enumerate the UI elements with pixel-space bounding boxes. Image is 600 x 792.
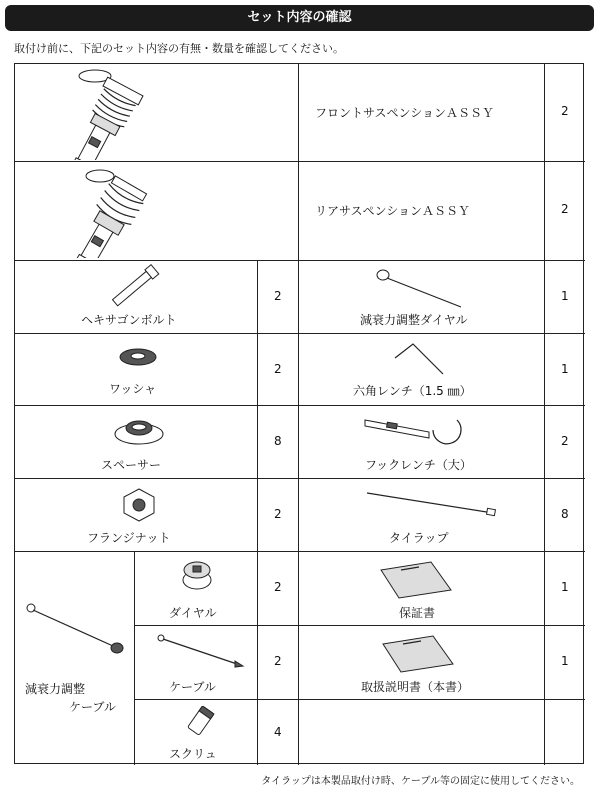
manual-cell (299, 626, 545, 700)
flange-nut-icon (114, 483, 164, 525)
damping-dial-cell (299, 261, 545, 334)
tie-wrap-cell (299, 479, 545, 552)
flange-nut-label: フランジナット (87, 531, 171, 545)
hex-bolt-qty-cell (258, 261, 299, 334)
empty-qty-cell (545, 700, 585, 765)
hex-wrench-qty: 1 (561, 362, 569, 376)
rear-suspension-label-cell (299, 162, 545, 261)
rear-suspension-qty-cell (545, 162, 585, 261)
front-suspension-qty: 2 (561, 104, 569, 118)
hex-wrench-icon (379, 336, 459, 380)
hex-bolt-label: ヘキサゴンボルト (81, 313, 177, 327)
instruction-text: 取付け前に、下記のセット内容の有無・数量を確認してください。 (14, 42, 344, 55)
spacer-qty: 8 (274, 434, 282, 448)
spacer-label: スペーサー (101, 458, 162, 472)
front-suspension-qty-cell (545, 64, 585, 162)
cable-cell (135, 626, 258, 700)
page-title: セット内容の確認 (5, 5, 594, 31)
hex-wrench-qty-cell (545, 334, 585, 406)
washer-qty: 2 (274, 362, 282, 376)
manual-label: 取扱説明書（本書） (361, 680, 470, 694)
warranty-qty-cell (545, 552, 585, 626)
empty-cell (299, 700, 545, 765)
warranty-doc-icon (377, 556, 457, 600)
rear-suspension-qty: 2 (561, 202, 569, 216)
damping-dial-qty-cell (545, 261, 585, 334)
warranty-label: 保証書 (399, 606, 436, 620)
washer-icon (108, 340, 168, 374)
hook-wrench-label: フックレンチ（大） (365, 458, 472, 472)
washer-qty-cell (258, 334, 299, 406)
front-suspension-illustration (55, 66, 255, 160)
hex-bolt-qty: 2 (274, 289, 282, 303)
tie-wrap-label: タイラップ (389, 531, 449, 545)
screw-qty: 4 (274, 725, 282, 739)
hook-wrench-cell (299, 406, 545, 479)
damping-cable-label-line2: ケーブル (69, 700, 116, 714)
damping-dial-label: 減衰力調整ダイヤル (360, 313, 468, 327)
front-suspension-image-cell (15, 64, 299, 162)
washer-label: ワッシャ (109, 382, 157, 396)
screw-cell (135, 700, 258, 765)
hook-wrench-icon (359, 408, 479, 454)
hex-wrench-cell (299, 334, 545, 406)
dial-icon (175, 556, 219, 594)
screw-label: スクリュ (169, 747, 217, 761)
hex-bolt-cell (15, 261, 258, 334)
damping-cable-label-line1: 減衰力調整 (25, 682, 86, 696)
cable-qty-cell (258, 626, 299, 700)
dial-cell (135, 552, 258, 626)
rear-suspension-illustration (60, 164, 260, 258)
dial-qty-cell (258, 552, 299, 626)
damping-dial-icon (365, 263, 475, 311)
flange-nut-cell (15, 479, 258, 552)
hook-wrench-qty-cell (545, 406, 585, 479)
manual-qty-cell (545, 626, 585, 700)
spacer-qty-cell (258, 406, 299, 479)
damping-cable-icon (21, 596, 131, 656)
dial-label: ダイヤル (169, 606, 217, 620)
tie-wrap-icon (363, 483, 503, 523)
dial-qty: 2 (274, 580, 282, 594)
damping-dial-qty: 1 (561, 289, 569, 303)
contents-table (14, 63, 584, 764)
damping-cable-group-cell (15, 552, 135, 765)
warranty-cell (299, 552, 545, 626)
manual-qty: 1 (561, 654, 569, 668)
spacer-icon (107, 410, 171, 450)
hex-bolt-icon (95, 264, 175, 308)
rear-suspension-label: リアサスペンションＡＳＳＹ (315, 204, 470, 218)
rear-suspension-image-cell (15, 162, 299, 261)
tie-wrap-qty: 8 (561, 507, 569, 521)
screw-qty-cell (258, 700, 299, 765)
manual-doc-icon (379, 630, 459, 674)
cable-qty: 2 (274, 654, 282, 668)
flange-nut-qty: 2 (274, 507, 282, 521)
cable-icon (155, 630, 245, 674)
washer-cell (15, 334, 258, 406)
warranty-qty: 1 (561, 580, 569, 594)
spacer-cell (15, 406, 258, 479)
cable-label: ケーブル (169, 680, 216, 694)
front-suspension-label-cell (299, 64, 545, 162)
flange-nut-qty-cell (258, 479, 299, 552)
front-suspension-label: フロントサスペンションＡＳＳＹ (315, 106, 494, 120)
tie-wrap-qty-cell (545, 479, 585, 552)
hook-wrench-qty: 2 (561, 434, 569, 448)
hex-wrench-label: 六角レンチ（1.5 ㎜） (353, 384, 472, 398)
screw-icon (181, 706, 221, 738)
footnote: タイラップは本製品取付け時、ケーブル等の固定に使用してください。 (261, 776, 580, 787)
